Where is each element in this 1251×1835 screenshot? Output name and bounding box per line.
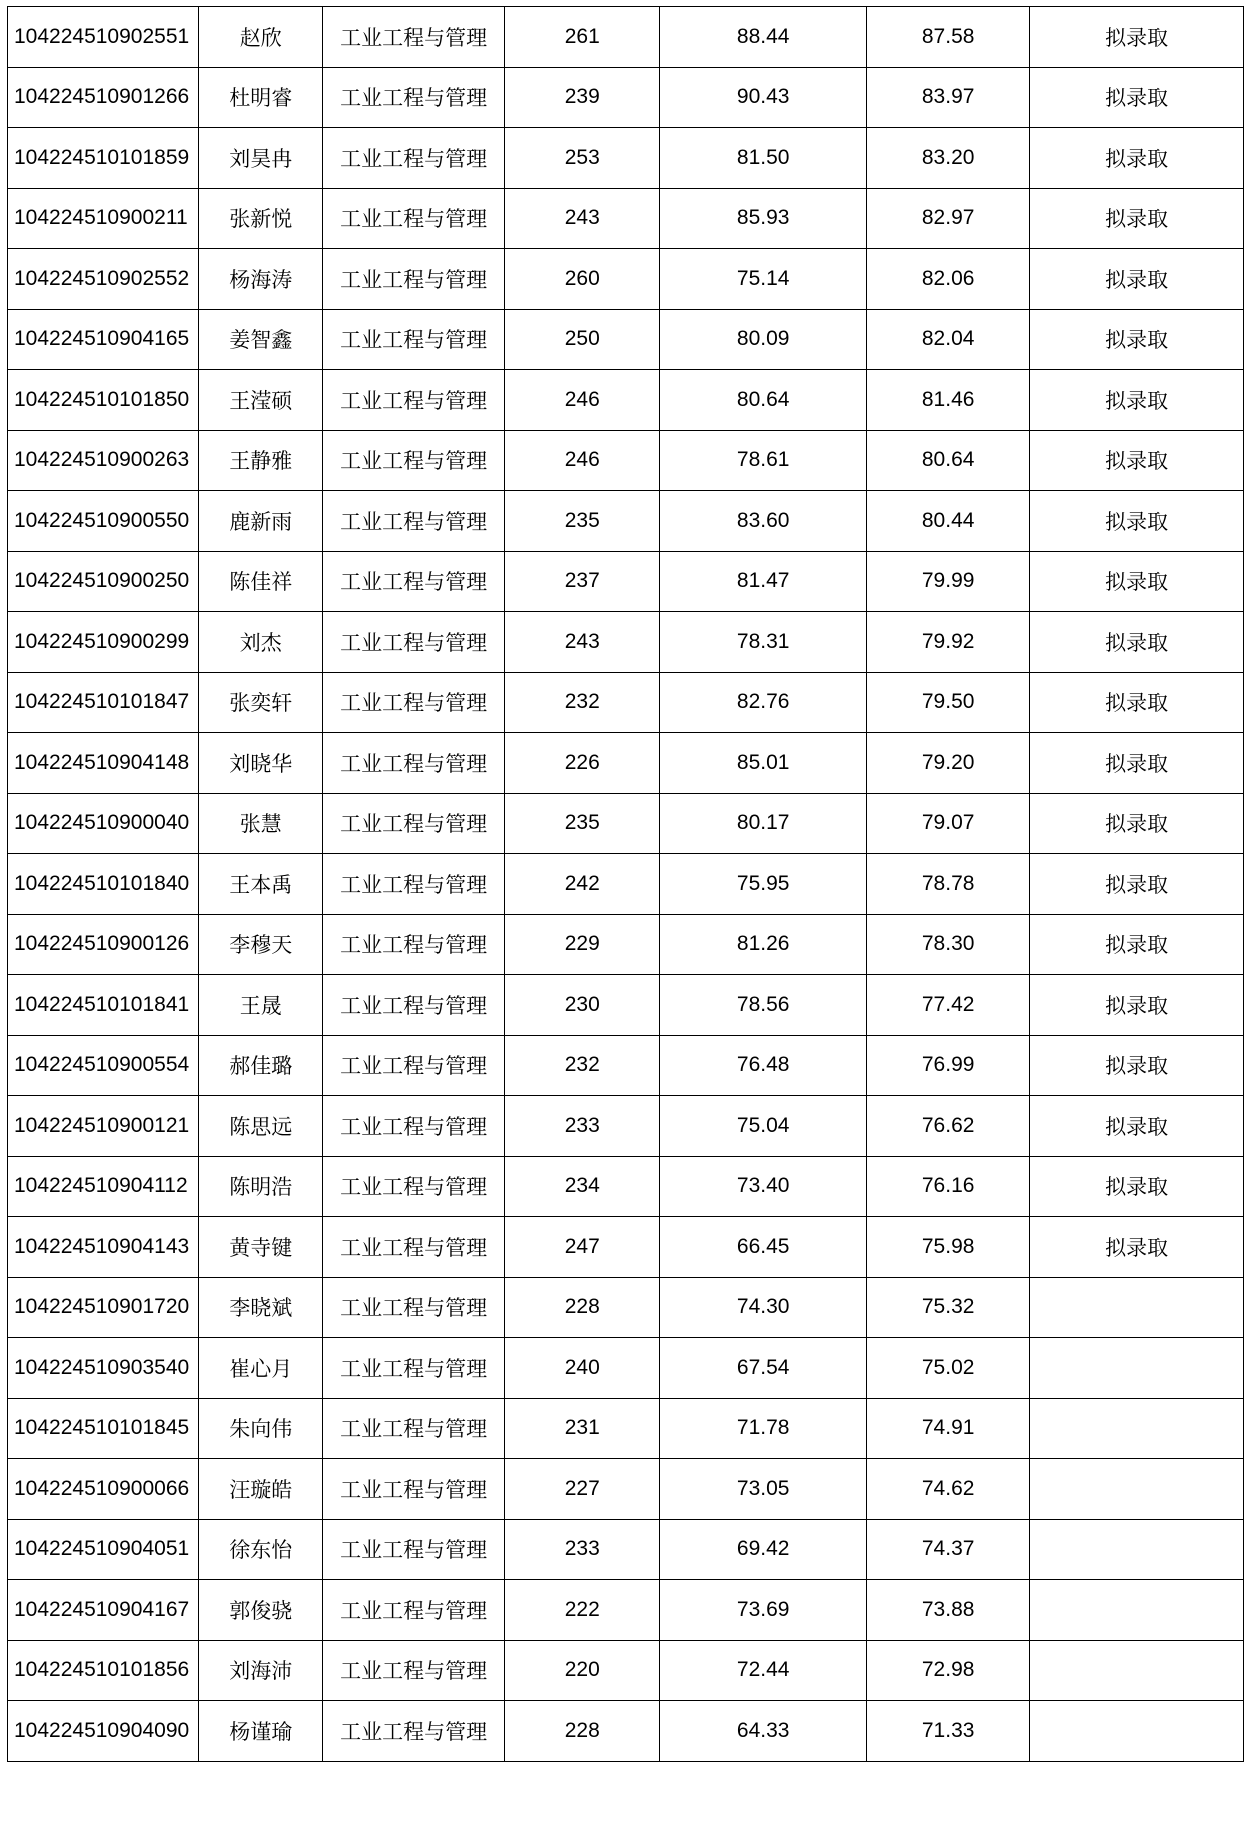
candidate-name-cell: 鹿新雨 bbox=[199, 491, 323, 552]
candidate-id-cell: 104224510904165 bbox=[8, 309, 199, 370]
major-cell: 工业工程与管理 bbox=[323, 188, 505, 249]
retest-score-cell: 83.60 bbox=[660, 491, 867, 552]
candidate-id-cell: 104224510901720 bbox=[8, 1277, 199, 1338]
candidate-name-cell: 王滢硕 bbox=[199, 370, 323, 431]
admission-status-cell: 拟录取 bbox=[1030, 551, 1244, 612]
total-score-cell: 75.98 bbox=[866, 1217, 1029, 1278]
retest-score-cell: 78.56 bbox=[660, 975, 867, 1036]
initial-score-cell: 243 bbox=[505, 612, 660, 673]
total-score-cell: 80.64 bbox=[866, 430, 1029, 491]
admission-status-cell: 拟录取 bbox=[1030, 672, 1244, 733]
initial-score-cell: 233 bbox=[505, 1096, 660, 1157]
retest-score-cell: 72.44 bbox=[660, 1640, 867, 1701]
major-cell: 工业工程与管理 bbox=[323, 975, 505, 1036]
admission-status-cell: 拟录取 bbox=[1030, 128, 1244, 189]
candidate-name-cell: 杨海涛 bbox=[199, 249, 323, 310]
table-row bbox=[8, 612, 1244, 673]
total-score-cell: 73.88 bbox=[866, 1580, 1029, 1641]
table-body bbox=[8, 7, 1244, 1762]
candidate-name-cell: 朱向伟 bbox=[199, 1398, 323, 1459]
candidate-id-cell: 104224510101856 bbox=[8, 1640, 199, 1701]
candidate-name-cell: 张奕轩 bbox=[199, 672, 323, 733]
retest-score-cell: 78.31 bbox=[660, 612, 867, 673]
table-row bbox=[8, 370, 1244, 431]
total-score-cell: 81.46 bbox=[866, 370, 1029, 431]
total-score-cell: 83.97 bbox=[866, 67, 1029, 128]
initial-score-cell: 232 bbox=[505, 672, 660, 733]
table-row bbox=[8, 128, 1244, 189]
candidate-name-cell: 赵欣 bbox=[199, 7, 323, 68]
table-row bbox=[8, 793, 1244, 854]
major-cell: 工业工程与管理 bbox=[323, 1035, 505, 1096]
total-score-cell: 77.42 bbox=[866, 975, 1029, 1036]
total-score-cell: 74.91 bbox=[866, 1398, 1029, 1459]
major-cell: 工业工程与管理 bbox=[323, 1701, 505, 1762]
major-cell: 工业工程与管理 bbox=[323, 551, 505, 612]
major-cell: 工业工程与管理 bbox=[323, 7, 505, 68]
initial-score-cell: 247 bbox=[505, 1217, 660, 1278]
total-score-cell: 76.16 bbox=[866, 1156, 1029, 1217]
table-row bbox=[8, 309, 1244, 370]
major-cell: 工业工程与管理 bbox=[323, 793, 505, 854]
candidate-name-cell: 王晟 bbox=[199, 975, 323, 1036]
initial-score-cell: 228 bbox=[505, 1277, 660, 1338]
table-row bbox=[8, 1338, 1244, 1399]
retest-score-cell: 75.14 bbox=[660, 249, 867, 310]
major-cell: 工业工程与管理 bbox=[323, 612, 505, 673]
table-row bbox=[8, 430, 1244, 491]
candidate-id-cell: 104224510900126 bbox=[8, 914, 199, 975]
retest-score-cell: 81.50 bbox=[660, 128, 867, 189]
initial-score-cell: 246 bbox=[505, 430, 660, 491]
total-score-cell: 82.97 bbox=[866, 188, 1029, 249]
retest-score-cell: 76.48 bbox=[660, 1035, 867, 1096]
major-cell: 工业工程与管理 bbox=[323, 370, 505, 431]
initial-score-cell: 253 bbox=[505, 128, 660, 189]
major-cell: 工业工程与管理 bbox=[323, 67, 505, 128]
total-score-cell: 71.33 bbox=[866, 1701, 1029, 1762]
major-cell: 工业工程与管理 bbox=[323, 854, 505, 915]
table-row bbox=[8, 1640, 1244, 1701]
candidate-id-cell: 104224510903540 bbox=[8, 1338, 199, 1399]
total-score-cell: 78.30 bbox=[866, 914, 1029, 975]
total-score-cell: 83.20 bbox=[866, 128, 1029, 189]
candidate-id-cell: 104224510900263 bbox=[8, 430, 199, 491]
retest-score-cell: 73.05 bbox=[660, 1459, 867, 1520]
table-row bbox=[8, 1277, 1244, 1338]
admission-status-cell: 拟录取 bbox=[1030, 1035, 1244, 1096]
retest-score-cell: 75.95 bbox=[660, 854, 867, 915]
candidate-name-cell: 刘晓华 bbox=[199, 733, 323, 794]
admission-table bbox=[7, 6, 1244, 1762]
admission-status-cell: 拟录取 bbox=[1030, 914, 1244, 975]
admission-status-cell bbox=[1030, 1580, 1244, 1641]
admission-status-cell: 拟录取 bbox=[1030, 975, 1244, 1036]
retest-score-cell: 67.54 bbox=[660, 1338, 867, 1399]
table-row bbox=[8, 1519, 1244, 1580]
major-cell: 工业工程与管理 bbox=[323, 733, 505, 794]
total-score-cell: 78.78 bbox=[866, 854, 1029, 915]
table-row bbox=[8, 1459, 1244, 1520]
admission-status-cell: 拟录取 bbox=[1030, 7, 1244, 68]
retest-score-cell: 73.40 bbox=[660, 1156, 867, 1217]
table-row bbox=[8, 188, 1244, 249]
major-cell: 工业工程与管理 bbox=[323, 1459, 505, 1520]
admission-status-cell bbox=[1030, 1277, 1244, 1338]
table-row bbox=[8, 914, 1244, 975]
retest-score-cell: 80.09 bbox=[660, 309, 867, 370]
candidate-id-cell: 104224510900211 bbox=[8, 188, 199, 249]
candidate-id-cell: 104224510904112 bbox=[8, 1156, 199, 1217]
candidate-name-cell: 陈思远 bbox=[199, 1096, 323, 1157]
retest-score-cell: 73.69 bbox=[660, 1580, 867, 1641]
admission-status-cell: 拟录取 bbox=[1030, 249, 1244, 310]
table-row bbox=[8, 1096, 1244, 1157]
candidate-name-cell: 刘杰 bbox=[199, 612, 323, 673]
admission-status-cell: 拟录取 bbox=[1030, 67, 1244, 128]
retest-score-cell: 66.45 bbox=[660, 1217, 867, 1278]
admission-status-cell: 拟录取 bbox=[1030, 612, 1244, 673]
candidate-id-cell: 104224510101859 bbox=[8, 128, 199, 189]
total-score-cell: 79.50 bbox=[866, 672, 1029, 733]
admission-status-cell: 拟录取 bbox=[1030, 1156, 1244, 1217]
table-row bbox=[8, 854, 1244, 915]
initial-score-cell: 231 bbox=[505, 1398, 660, 1459]
candidate-id-cell: 104224510900250 bbox=[8, 551, 199, 612]
admission-status-cell bbox=[1030, 1519, 1244, 1580]
initial-score-cell: 234 bbox=[505, 1156, 660, 1217]
table-row bbox=[8, 1580, 1244, 1641]
candidate-id-cell: 104224510101850 bbox=[8, 370, 199, 431]
candidate-id-cell: 104224510904090 bbox=[8, 1701, 199, 1762]
total-score-cell: 75.32 bbox=[866, 1277, 1029, 1338]
admission-status-cell bbox=[1030, 1338, 1244, 1399]
major-cell: 工业工程与管理 bbox=[323, 672, 505, 733]
candidate-id-cell: 104224510900066 bbox=[8, 1459, 199, 1520]
major-cell: 工业工程与管理 bbox=[323, 430, 505, 491]
candidate-id-cell: 104224510904148 bbox=[8, 733, 199, 794]
major-cell: 工业工程与管理 bbox=[323, 1580, 505, 1641]
retest-score-cell: 81.47 bbox=[660, 551, 867, 612]
candidate-id-cell: 104224510904051 bbox=[8, 1519, 199, 1580]
initial-score-cell: 239 bbox=[505, 67, 660, 128]
table-row bbox=[8, 672, 1244, 733]
candidate-id-cell: 104224510101841 bbox=[8, 975, 199, 1036]
initial-score-cell: 235 bbox=[505, 491, 660, 552]
total-score-cell: 79.99 bbox=[866, 551, 1029, 612]
initial-score-cell: 230 bbox=[505, 975, 660, 1036]
candidate-name-cell: 郭俊骁 bbox=[199, 1580, 323, 1641]
candidate-name-cell: 王静雅 bbox=[199, 430, 323, 491]
initial-score-cell: 242 bbox=[505, 854, 660, 915]
admission-status-cell: 拟录取 bbox=[1030, 733, 1244, 794]
table-row bbox=[8, 67, 1244, 128]
table-row bbox=[8, 7, 1244, 68]
major-cell: 工业工程与管理 bbox=[323, 1096, 505, 1157]
major-cell: 工业工程与管理 bbox=[323, 1217, 505, 1278]
candidate-name-cell: 张慧 bbox=[199, 793, 323, 854]
candidate-id-cell: 104224510900554 bbox=[8, 1035, 199, 1096]
candidate-name-cell: 李晓斌 bbox=[199, 1277, 323, 1338]
initial-score-cell: 243 bbox=[505, 188, 660, 249]
admission-status-cell: 拟录取 bbox=[1030, 854, 1244, 915]
retest-score-cell: 75.04 bbox=[660, 1096, 867, 1157]
table-row bbox=[8, 491, 1244, 552]
major-cell: 工业工程与管理 bbox=[323, 1519, 505, 1580]
initial-score-cell: 233 bbox=[505, 1519, 660, 1580]
table-row bbox=[8, 975, 1244, 1036]
total-score-cell: 76.99 bbox=[866, 1035, 1029, 1096]
retest-score-cell: 88.44 bbox=[660, 7, 867, 68]
retest-score-cell: 74.30 bbox=[660, 1277, 867, 1338]
candidate-name-cell: 崔心月 bbox=[199, 1338, 323, 1399]
initial-score-cell: 228 bbox=[505, 1701, 660, 1762]
candidate-id-cell: 104224510901266 bbox=[8, 67, 199, 128]
candidate-id-cell: 104224510900121 bbox=[8, 1096, 199, 1157]
major-cell: 工业工程与管理 bbox=[323, 1338, 505, 1399]
total-score-cell: 82.06 bbox=[866, 249, 1029, 310]
total-score-cell: 87.58 bbox=[866, 7, 1029, 68]
retest-score-cell: 90.43 bbox=[660, 67, 867, 128]
initial-score-cell: 260 bbox=[505, 249, 660, 310]
candidate-name-cell: 刘海沛 bbox=[199, 1640, 323, 1701]
candidate-name-cell: 汪璇皓 bbox=[199, 1459, 323, 1520]
table-row bbox=[8, 249, 1244, 310]
candidate-id-cell: 104224510902552 bbox=[8, 249, 199, 310]
candidate-name-cell: 王本禹 bbox=[199, 854, 323, 915]
admission-status-cell bbox=[1030, 1459, 1244, 1520]
admission-status-cell: 拟录取 bbox=[1030, 491, 1244, 552]
major-cell: 工业工程与管理 bbox=[323, 491, 505, 552]
admission-status-cell bbox=[1030, 1398, 1244, 1459]
initial-score-cell: 232 bbox=[505, 1035, 660, 1096]
candidate-id-cell: 104224510902551 bbox=[8, 7, 199, 68]
candidate-id-cell: 104224510101840 bbox=[8, 854, 199, 915]
candidate-id-cell: 104224510101847 bbox=[8, 672, 199, 733]
candidate-name-cell: 杜明睿 bbox=[199, 67, 323, 128]
candidate-id-cell: 104224510904143 bbox=[8, 1217, 199, 1278]
retest-score-cell: 80.64 bbox=[660, 370, 867, 431]
initial-score-cell: 226 bbox=[505, 733, 660, 794]
major-cell: 工业工程与管理 bbox=[323, 309, 505, 370]
retest-score-cell: 81.26 bbox=[660, 914, 867, 975]
total-score-cell: 82.04 bbox=[866, 309, 1029, 370]
candidate-name-cell: 杨谨瑜 bbox=[199, 1701, 323, 1762]
total-score-cell: 75.02 bbox=[866, 1338, 1029, 1399]
retest-score-cell: 82.76 bbox=[660, 672, 867, 733]
total-score-cell: 79.07 bbox=[866, 793, 1029, 854]
retest-score-cell: 85.93 bbox=[660, 188, 867, 249]
admission-status-cell bbox=[1030, 1640, 1244, 1701]
initial-score-cell: 261 bbox=[505, 7, 660, 68]
candidate-id-cell: 104224510900550 bbox=[8, 491, 199, 552]
retest-score-cell: 64.33 bbox=[660, 1701, 867, 1762]
table-row bbox=[8, 1035, 1244, 1096]
candidate-name-cell: 刘昊冉 bbox=[199, 128, 323, 189]
candidate-name-cell: 陈明浩 bbox=[199, 1156, 323, 1217]
major-cell: 工业工程与管理 bbox=[323, 128, 505, 189]
admission-status-cell bbox=[1030, 1701, 1244, 1762]
candidate-id-cell: 104224510900040 bbox=[8, 793, 199, 854]
admission-status-cell: 拟录取 bbox=[1030, 370, 1244, 431]
major-cell: 工业工程与管理 bbox=[323, 1398, 505, 1459]
initial-score-cell: 222 bbox=[505, 1580, 660, 1641]
total-score-cell: 74.62 bbox=[866, 1459, 1029, 1520]
candidate-name-cell: 陈佳祥 bbox=[199, 551, 323, 612]
admission-status-cell: 拟录取 bbox=[1030, 1096, 1244, 1157]
admission-status-cell: 拟录取 bbox=[1030, 309, 1244, 370]
candidate-name-cell: 黄寺键 bbox=[199, 1217, 323, 1278]
table-row bbox=[8, 733, 1244, 794]
table-row bbox=[8, 1156, 1244, 1217]
major-cell: 工业工程与管理 bbox=[323, 914, 505, 975]
initial-score-cell: 220 bbox=[505, 1640, 660, 1701]
initial-score-cell: 227 bbox=[505, 1459, 660, 1520]
retest-score-cell: 80.17 bbox=[660, 793, 867, 854]
retest-score-cell: 71.78 bbox=[660, 1398, 867, 1459]
major-cell: 工业工程与管理 bbox=[323, 1156, 505, 1217]
initial-score-cell: 240 bbox=[505, 1338, 660, 1399]
admission-status-cell: 拟录取 bbox=[1030, 188, 1244, 249]
table-row bbox=[8, 1701, 1244, 1762]
retest-score-cell: 69.42 bbox=[660, 1519, 867, 1580]
total-score-cell: 74.37 bbox=[866, 1519, 1029, 1580]
table-row bbox=[8, 1398, 1244, 1459]
admission-status-cell: 拟录取 bbox=[1030, 430, 1244, 491]
major-cell: 工业工程与管理 bbox=[323, 249, 505, 310]
total-score-cell: 79.92 bbox=[866, 612, 1029, 673]
total-score-cell: 72.98 bbox=[866, 1640, 1029, 1701]
table-row bbox=[8, 551, 1244, 612]
major-cell: 工业工程与管理 bbox=[323, 1640, 505, 1701]
candidate-name-cell: 徐东怡 bbox=[199, 1519, 323, 1580]
candidate-id-cell: 104224510900299 bbox=[8, 612, 199, 673]
initial-score-cell: 237 bbox=[505, 551, 660, 612]
initial-score-cell: 235 bbox=[505, 793, 660, 854]
initial-score-cell: 229 bbox=[505, 914, 660, 975]
candidate-name-cell: 李穆天 bbox=[199, 914, 323, 975]
retest-score-cell: 85.01 bbox=[660, 733, 867, 794]
candidate-id-cell: 104224510101845 bbox=[8, 1398, 199, 1459]
table-row bbox=[8, 1217, 1244, 1278]
candidate-id-cell: 104224510904167 bbox=[8, 1580, 199, 1641]
total-score-cell: 79.20 bbox=[866, 733, 1029, 794]
candidate-name-cell: 姜智鑫 bbox=[199, 309, 323, 370]
total-score-cell: 80.44 bbox=[866, 491, 1029, 552]
initial-score-cell: 250 bbox=[505, 309, 660, 370]
major-cell: 工业工程与管理 bbox=[323, 1277, 505, 1338]
initial-score-cell: 246 bbox=[505, 370, 660, 431]
retest-score-cell: 78.61 bbox=[660, 430, 867, 491]
total-score-cell: 76.62 bbox=[866, 1096, 1029, 1157]
admission-status-cell: 拟录取 bbox=[1030, 793, 1244, 854]
candidate-name-cell: 郝佳璐 bbox=[199, 1035, 323, 1096]
candidate-name-cell: 张新悦 bbox=[199, 188, 323, 249]
admission-status-cell: 拟录取 bbox=[1030, 1217, 1244, 1278]
